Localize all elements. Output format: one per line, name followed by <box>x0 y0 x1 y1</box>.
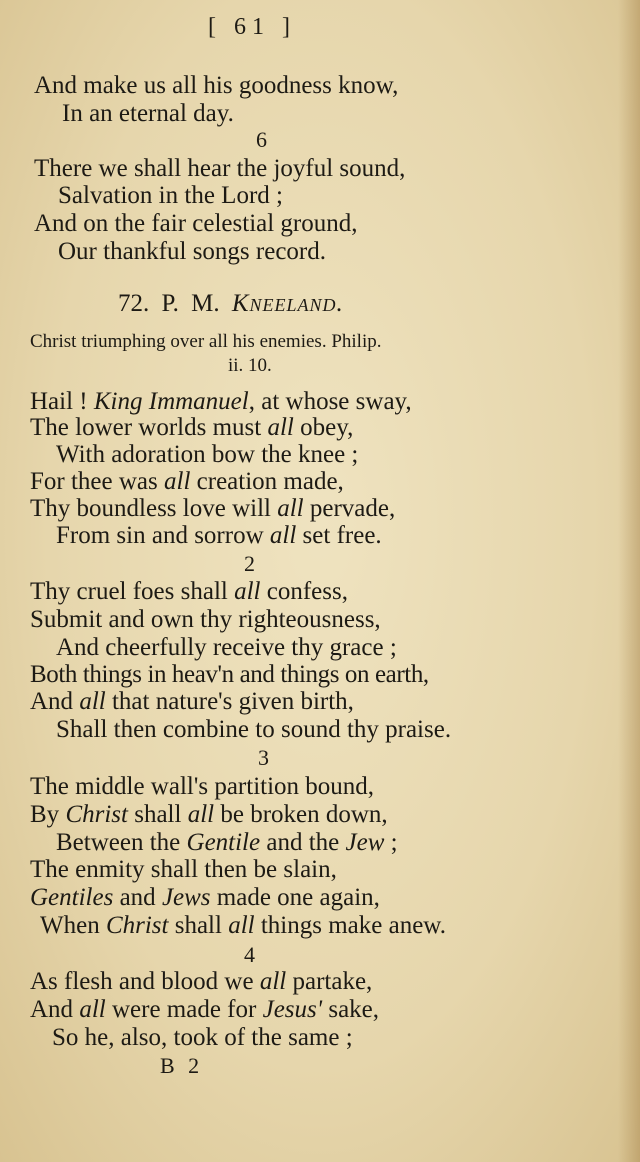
verse-line: When Christ shall all things make anew. <box>40 912 446 939</box>
page-number-header: [ 61 ] <box>208 14 296 40</box>
hymn-subtitle: Christ triumphing over all his enemies. Philip. <box>30 331 382 352</box>
verse-number: 3 <box>258 745 269 770</box>
verse-number: 4 <box>244 942 255 967</box>
hymn-number-meter: 72. P. M. <box>118 290 220 317</box>
verse-line: Hail ! King Immanuel, at whose sway, <box>30 388 412 415</box>
verse-line: The enmity shall then be slain, <box>30 856 337 883</box>
verse-line: From sin and sorrow all set free. <box>56 522 382 549</box>
verse-number: 6 <box>256 127 267 152</box>
verse-line: Thy boundless love will all pervade, <box>30 495 396 522</box>
verse-line: The lower worlds must all obey, <box>30 414 354 441</box>
signature-mark: B 2 <box>160 1053 204 1078</box>
verse-line: And on the fair celestial ground, <box>34 210 358 237</box>
verse-line: And cheerfully receive thy grace ; <box>56 634 397 661</box>
verse-line: Our thankful songs record. <box>58 238 326 265</box>
verse-number: 2 <box>244 551 255 576</box>
verse-line: With adoration bow the knee ; <box>56 441 359 468</box>
verse-line: For thee was all creation made, <box>30 468 344 495</box>
verse-line: Both things in heav'n and things on earth, <box>30 661 429 688</box>
hymn-subtitle-ref: ii. 10. <box>228 355 272 376</box>
verse-line: Salvation in the Lord ; <box>58 182 283 209</box>
verse-line: In an eternal day. <box>62 100 234 127</box>
page-edge-shadow <box>618 0 640 1162</box>
verse-line: As flesh and blood we all partake, <box>30 968 373 995</box>
verse-line: Submit and own thy righteousness, <box>30 606 381 633</box>
verse-line: And all that nature's given birth, <box>30 688 354 715</box>
verse-line: By Christ shall all be broken down, <box>30 801 388 828</box>
verse-line: And make us all his goodness know, <box>34 72 399 99</box>
verse-line: So he, also, took of the same ; <box>52 1024 353 1051</box>
verse-line: The middle wall's partition bound, <box>30 773 375 800</box>
verse-line: And all were made for Jesus' sake, <box>30 996 380 1023</box>
hymn-tune: Kneeland. <box>231 290 344 317</box>
verse-line: Between the Gentile and the Jew ; <box>56 829 398 856</box>
hymn-title <box>118 290 344 318</box>
verse-line: Thy cruel foes shall all confess, <box>30 578 348 605</box>
verse-line: There we shall hear the joyful sound, <box>34 155 406 182</box>
verse-line: Shall then combine to sound thy praise. <box>56 716 452 743</box>
verse-line: Gentiles and Jews made one again, <box>30 884 380 911</box>
